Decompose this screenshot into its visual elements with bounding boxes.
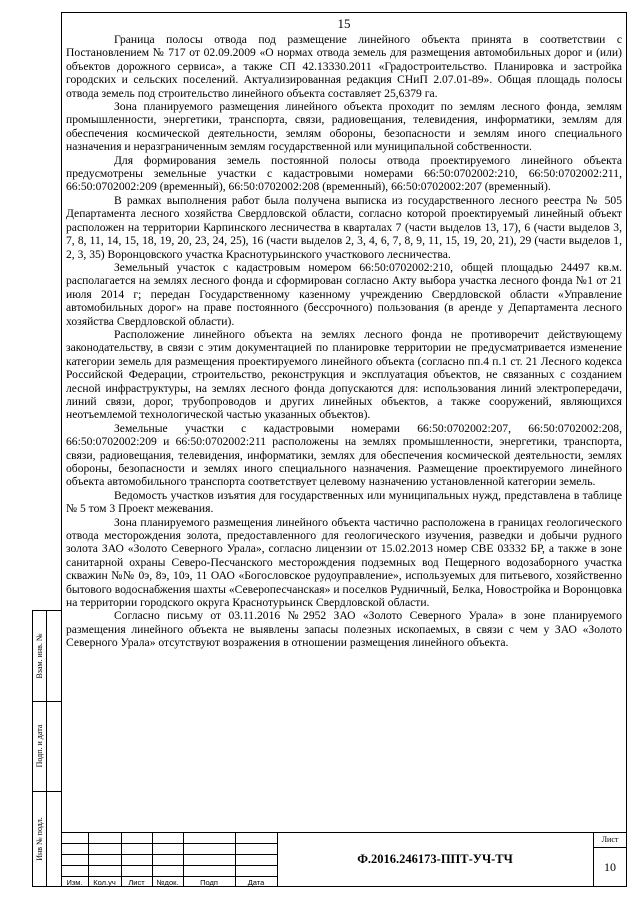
side-label-original-inv: Инв № подл. — [35, 817, 44, 861]
side-stamp — [32, 610, 61, 887]
paragraph: Зона планируемого размещения линейного объекта частично расположена в границах геологического отвода месторождения золота, предоставленного для геологического изучения, разведки и добычи рудного золота ЗАО «Золото Северного Урала», согласно лицензии от 15.02.2013 номер СВЕ 03332 БР, а также в зоне санитарной охраны Северо-Песчанского месторождения подземных вод Пещерного водозаборного участка скважин №№ 0э, 8э, 10э, 11 ОАО «Богословское рудоуправление», используемых для питьевого, хозяйственно бытового водоснабжения шахты «Северопесчанская» и поселков Рудничный, Белка, Новостройка и Воронцовка на территории городского округа Краснотурьинск Свердловской области. — [66, 515, 622, 610]
page-number: 15 — [337, 16, 351, 31]
side-label-approved-inv: Взам. инв. № — [35, 633, 44, 679]
sheet-number: 10 — [604, 860, 616, 874]
paragraph: Земельные участки с кадастровыми номерами 66:50:0702002:207, 66:50:0702002:208, 66:50:0702002:209 и 66:50:0702002:211 расположены на землях промышленности, энергетики, транспорта, связи, радиовещания, телевидения, информатики, землях для обеспечения космической деятельности, землях обороны, безопасности и землях иного специального назначения. Размещение проектируемого линейного объекта автомобильного транспорта соответствует целевому назначению установленной категории земель. — [66, 421, 622, 489]
document-body — [66, 33, 622, 650]
paragraph: Согласно письму от 03.11.2016 №2952 ЗАО «Золото Северного Урала» в зоне планируемого размещения линейного объекта не выявлены запасы полезных ископаемых, в связи с чем у ЗАО «Золото Северного Урала» отсутствуют возражения в отношении размещения линейного объекта. — [66, 609, 622, 650]
side-label-signature-date: Подп. и дата — [35, 724, 44, 768]
paragraph: Граница полосы отвода под размещение линейного объекта принята в соответствии с Постановлением № 717 от 02.09.2009 «О нормах отвода земель для размещения автомобильных дорог и (или) объектов дорожного сервиса», а также СП 42.13330.2011 «Градостроительство. Планировка и застройка городских и сельских поселений. Актуализированная редакция СНиП 2.07.01-89». Общая площадь полосы отвода земель под строительство линейного объекта составляет 25,6379 га. — [66, 33, 622, 100]
paragraph: Зона планируемого размещения линейного объекта проходит по землям лесного фонда, землям промышленности, энергетики, транспорта, связи, радиовещания, телевидения, информатики, землям для обеспечения космической деятельности, землям обороны, безопасности и землям иного специального назначения и неразграниченным землям государственной или муниципальной собственности. — [66, 100, 622, 154]
header-doc-no: №док. — [156, 878, 179, 887]
paragraph: Для формирования земель постоянной полосы отвода проектируемого линейного объекта предусмотрены земельные участки с кадастровыми номерами 66:50:0702002:210, 66:50:0702002:211, 66:50:0702002:209 (временный), 66:50:0702002:208 (временный), 66:50:0702002:207 (временный). — [66, 153, 622, 194]
document-code: Ф.2016.246173-ППТ-УЧ-ТЧ — [357, 852, 513, 866]
header-count: Кол.уч — [93, 878, 116, 887]
paragraph: В рамках выполнения работ была получена выписка из государственного лесного реестра № 505 Департамента лесного хозяйства Свердловской области, согласно которой проектируемый линейный объект расположен на территории Карпинского лесничества в кварталах 7 (части выделов 13, 17), 6 (части выделов 3, 7, 8, 11, 14, 15, 18, 19, 20, 23, 24, 25), 16 (части выделов 2, 3, 4, 6, 7, 8, 9, 11, 15, 19, 20, 21), 29 (части выделов 1, 2, 3, 35) Воронцовского участка Краснотурьинского участкового лесничества. — [66, 193, 622, 261]
paragraph: Земельный участок с кадастровым номером 66:50:0702002:210, общей площадью 24497 кв.м. располагается на землях лесного фонда и сформирован согласно Акту выбора участка лесного фонда №1 от 21 июля 2014 г; передан Государственному казенному учреждению Свердловской области «Управление автомобильных дорог» на праве постоянного (бессрочного) пользования (в аренде у Департамента лесного хозяйства Свердловской области). — [66, 260, 622, 328]
paragraph: Расположение линейного объекта на землях лесного фонда не противоречит действующему законодательству, в связи с этим документацией по планировке территории не предусматривается изменение категории земель для размещения проектируемого линейного объекта (согласно пп.4 п.1 ст. 21 Лесного кодекса Российской Федерации, строительство, реконструкция и эксплуатация объектов, не связанных с созданием лесной инфраструктуры, на землях лесного фонда допускаются для: использования линий электропередачи, линий связи, дорог, трубопроводов и других линейных объектов, а также сооружений, являющихся неотъемлемой технологической частью указанных объектов). — [66, 327, 622, 422]
sheet-label: Лист — [601, 835, 619, 844]
header-sheet: Лист — [128, 878, 145, 887]
header-signature: Подп — [200, 878, 218, 887]
header-change: Изм. — [66, 878, 83, 887]
paragraph: Ведомость участков изъятия для государственных или муниципальных нужд, представлена в таблице № 5 том 3 Проект межевания. — [66, 488, 622, 516]
header-date: Дата — [247, 878, 265, 887]
